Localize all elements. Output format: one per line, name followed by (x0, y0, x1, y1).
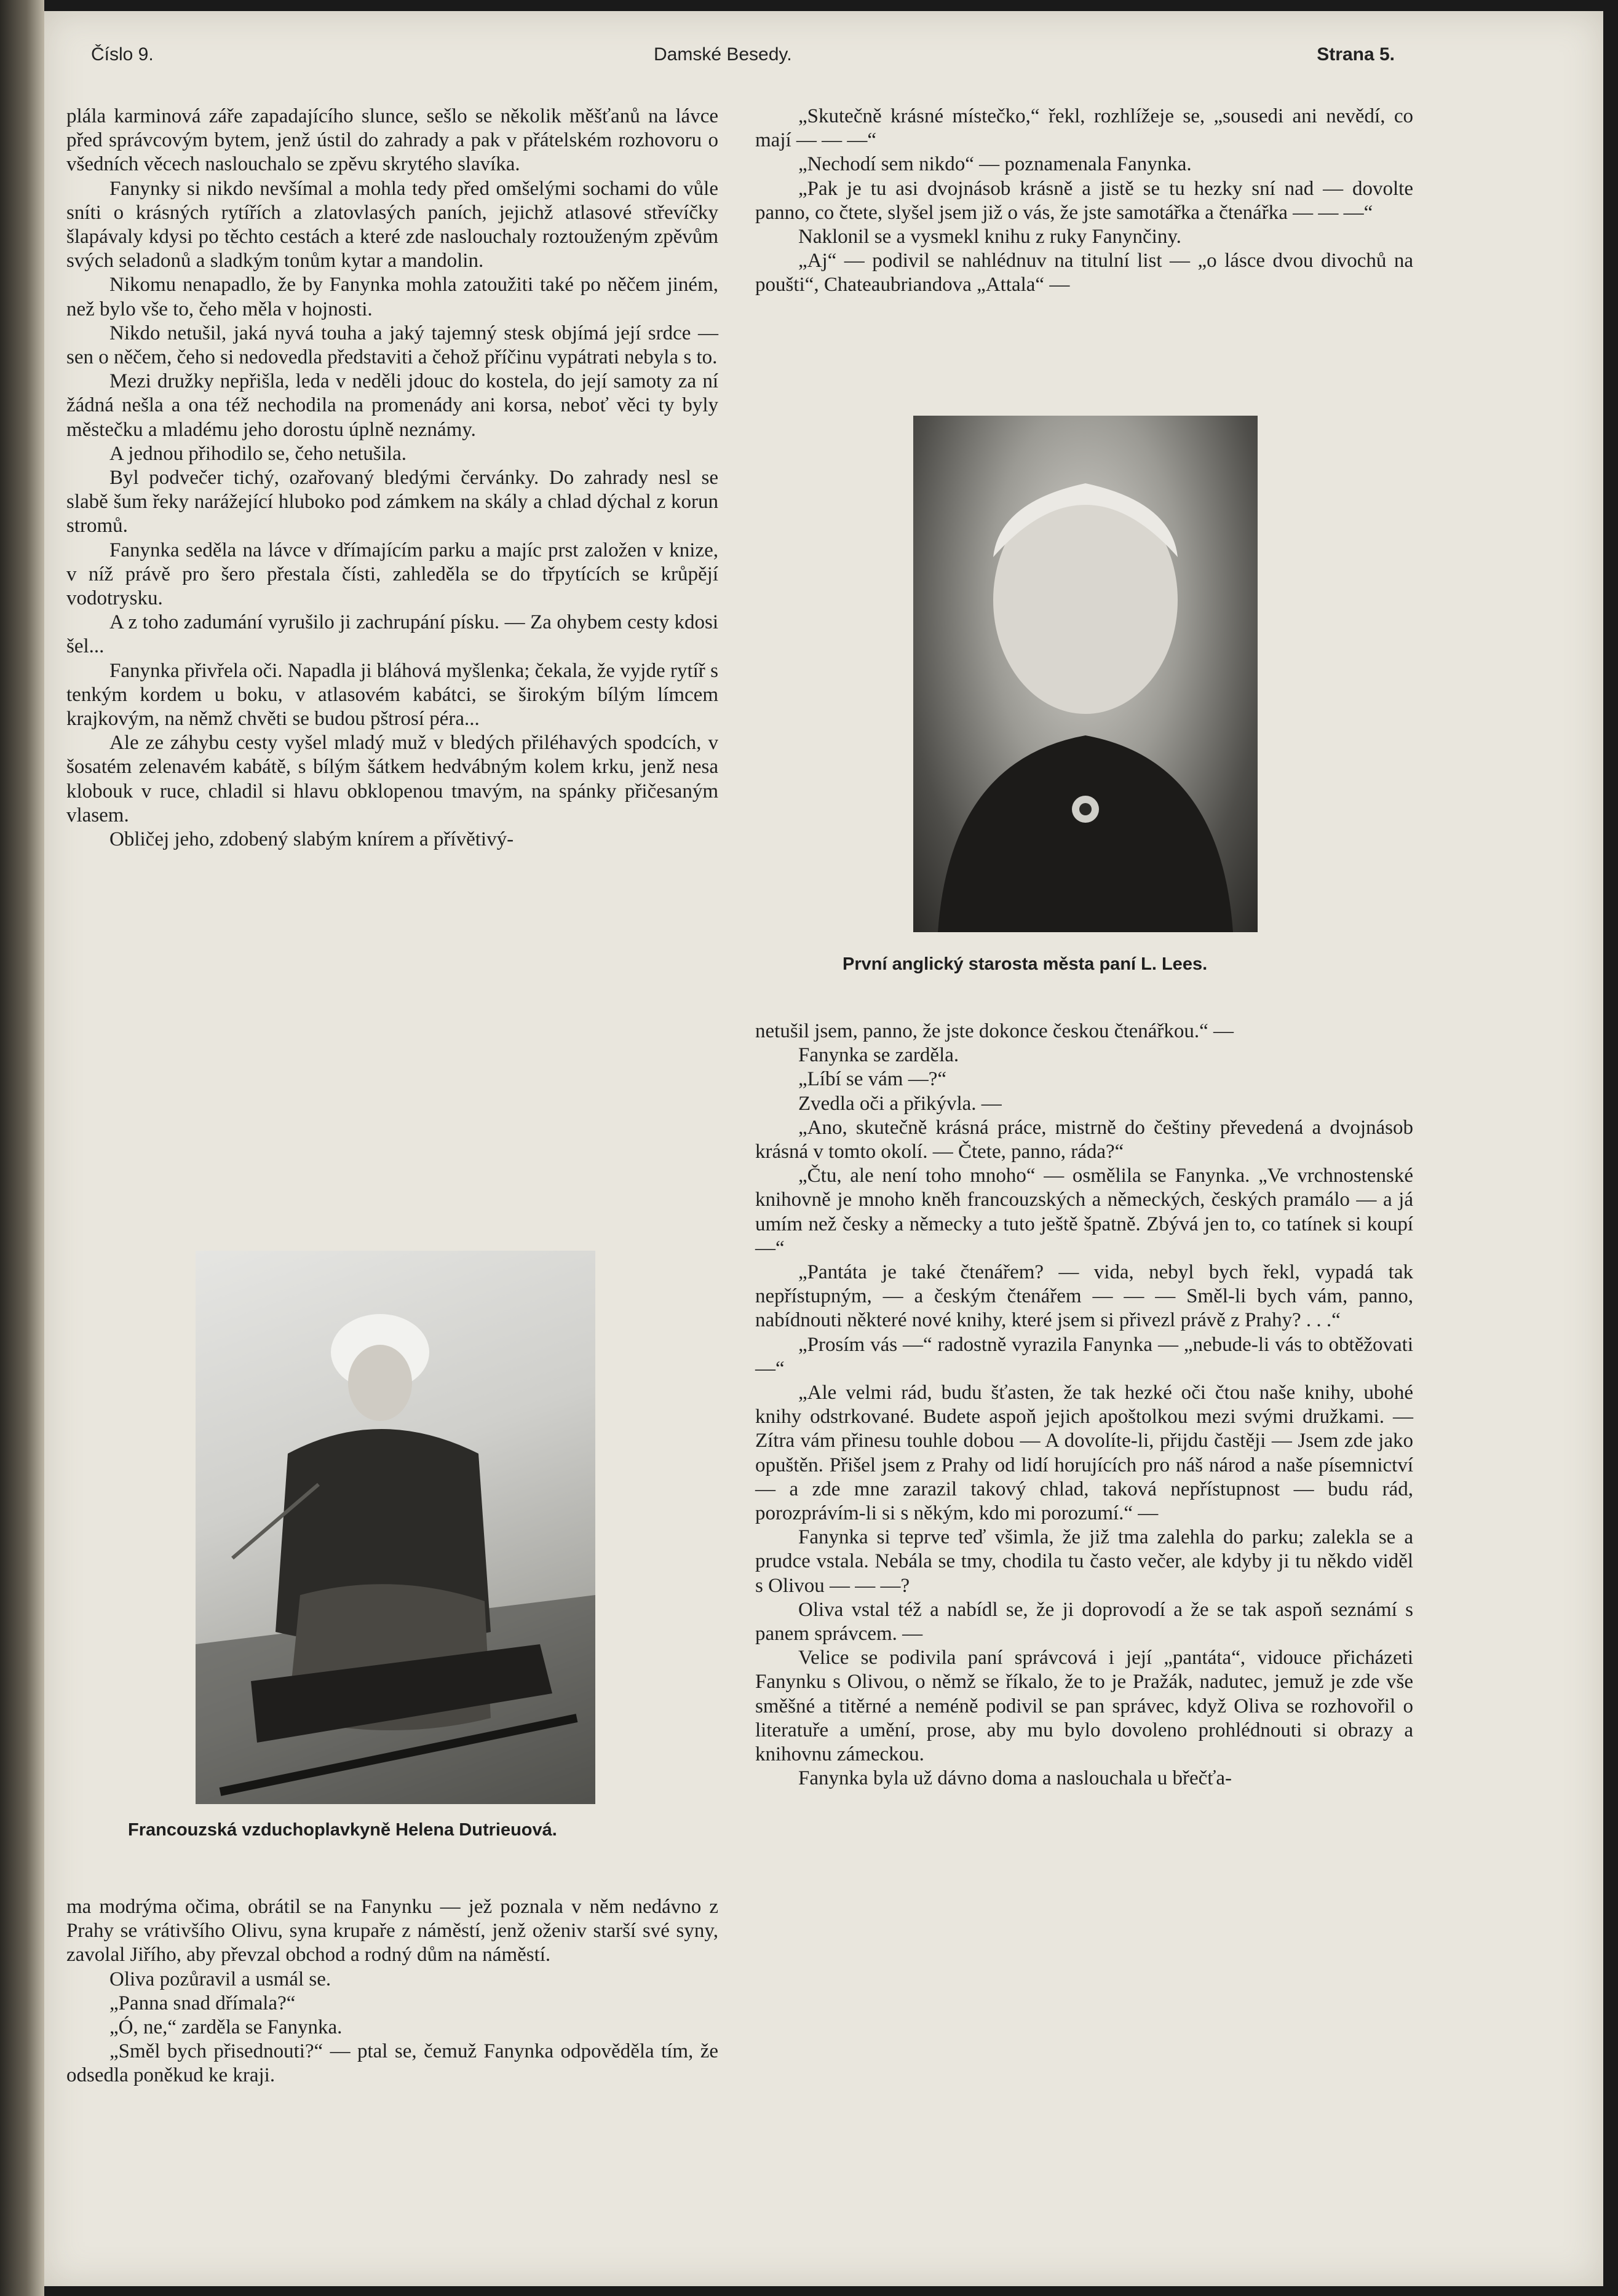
paragraph: „Ó, ne,“ zarděla se Fanynka. (109, 2016, 343, 2039)
aviator-photo-caption: Francouzská vzduchoplavkyně Helena Dutrieuová. (128, 1820, 557, 1840)
paragraph: „Aj“ — podivil se nahlédnuv na titulní list — „o lásce dvou divochů na poušti“, Chateaubriandova „Attala“ — (755, 250, 1413, 296)
magazine-title: Damské Besedy. (654, 44, 792, 65)
paragraph: „Prosím vás —“ radostně vyrazila Fanynka — „nebude-li vás to obtěžovati —“ (755, 1333, 1413, 1380)
paragraph: „Ale velmi rád, budu šťasten, že tak hezké oči čtou naše knihy, ubohé knihy odstrkované. Budete aspoň jejich apoštolkou mezi svými družkami. — Zítra vám přinesu touhle dobou — A dovolíte-li, přijdu častěji — Jsem zde jako opuštěn. Přišel jsem z Prahy od lidí horujících pro náš národ a naše písemnictví — a zde mne zarazil takový chlad, taková nepřístupnost — budu rád, porozprávím-li si s někým, kdo mi porozumí.“ — (755, 1382, 1413, 1525)
paragraph: Byl podvečer tichý, ozařovaný bledými červánky. Do zahrady nesl se slabě šum řeky narážející hluboko pod zámkem na skály a chlad dýchal z korun stromů. (66, 467, 718, 537)
paragraph: Fanynka seděla na lávce v dřímajícím parku a majíc prst založen v knize, v níž právě pro šero přestala čísti, zahleděla se do třpytících se krůpějí vodotrysku. (66, 539, 718, 610)
paragraph: „Skutečně krásné místečko,“ řekl, rozhlížeje se, „sousedi ani nevědí, co mají — — —“ (755, 105, 1413, 152)
paragraph: ma modrýma očima, obrátil se na Fanynku — jež poznala v něm nedávno z Prahy se vrátivšího Olivu, syna krupaře z náměstí, jenž oženiv starší své syny, zavolal Jiřího, aby převzal obchod a rodný dům na náměstí. (66, 1896, 718, 1966)
page-spine-shadow (0, 0, 44, 2296)
paragraph: Zvedla oči a přikývla. — (798, 1092, 1002, 1115)
paragraph: A jednou přihodilo se, čeho netušila. (109, 442, 406, 465)
paragraph: Oliva vstal též a nabídl se, že ji doprovodí a že se tak aspoň seznámí s panem správcem. — (755, 1598, 1413, 1645)
mayor-photo-caption: První anglický starosta města paní L. Lees. (843, 954, 1208, 974)
right-column-bottom (755, 1019, 1413, 1791)
paragraph: netušil jsem, panno, že jste dokonce českou čtenářkou.“ — (755, 1020, 1234, 1042)
paragraph: Obličej jeho, zdobený slabým knírem a přívětivý- (109, 828, 514, 851)
paragraph: „Panna snad dřímala?“ (109, 1992, 296, 2014)
aviator-photo (196, 1251, 595, 1804)
aviator-illustration (196, 1251, 595, 1804)
paragraph: Fanynka přivřela oči. Napadla ji bláhová myšlenka; čekala, že vyjde rytíř s tenkým kordem u boku, v atlasovém kabátci, se širokým bílým límcem krajkovým, na němž chvěti se budou pštrosí péra... (66, 659, 718, 730)
paragraph: Fanynky si nikdo nevšímal a mohla tedy před omšelými sochami do vůle sníti o krásných rytířích a zlatovlasých paních, jejichž atlasové střevíčky šlapávaly kdysi po těchto cestách a které zde naslouchaly roztouženým zpěvům svých seladonů a sladkým tonům kytar a mandolin. (66, 177, 718, 272)
mayor-portrait-photo (913, 416, 1258, 932)
left-column-top (66, 105, 718, 852)
paragraph: „Líbí se vám —?“ (798, 1068, 946, 1091)
paragraph: Naklonil se a vysmekl knihu z ruky Fanynčiny. (798, 226, 1181, 248)
paragraph: „Čtu, ale není toho mnoho“ — osmělila se Fanynka. „Ve vrchnostenské knihovně je mnoho kněh francouzských a německých, českých pramálo — a já umím než česky a německy a tuto ještě špatně. Zbývá jen to, co tatínek si koupí —“ (755, 1165, 1413, 1259)
paragraph: „Pak je tu asi dvojnásob krásně a jistě se tu hezky sní nad — dovolte panno, co čtete, slyšel jsem již o vás, že jste samotářka a čtenářka — — —“ (755, 177, 1413, 224)
paragraph: Velice se podivila paní správcová i její „pantáta“, vidouce přicházeti Fanynku s Olivou, o němž se říkalo, že to je Pražák, nadutec, jemuž je zde vše směšné a titěrné a neméně podivil se pan správec, když Oliva se rozhovořil o literatuře a umění, prose, aby mu bylo dovoleno prohlédnouti si obrazy a knihovnu zámeckou. (755, 1647, 1413, 1766)
paragraph: „Pantáta je také čtenářem? — vida, nebyl bych řekl, vypadá tak nepřístupným, — a českým čtenářem — — — Směl-li bych vám, panno, nabídnouti některé nové knihy, které jsem si přivezl právě z Prahy? . . .“ (755, 1261, 1413, 1332)
page-header (91, 44, 1395, 75)
paragraph: Fanynka byla už dávno doma a naslouchala u břečťa- (798, 1767, 1232, 1790)
paragraph: „Nechodí sem nikdo“ — poznamenala Fanynka. (798, 153, 1192, 176)
paragraph: Fanynka si teprve teď všimla, že již tma zalehla do parku; zalekla se a prudce vstala. Nebála se tmy, chodila tu často večer, ale kdyby ji tu někdo viděl s Olivou — — —? (755, 1526, 1413, 1597)
right-column-top (755, 105, 1413, 298)
paragraph: Fanynka se zarděla. (798, 1044, 959, 1067)
mayor-portrait-illustration (913, 416, 1258, 932)
paragraph: Nikomu nenapadlo, že by Fanynka mohla zatoužiti také po něčem jiném, než bylo vše to, čeho měla v hojnosti. (66, 274, 718, 320)
page-number: Strana 5. (1317, 44, 1395, 65)
issue-number: Číslo 9. (91, 44, 154, 65)
paragraph: A z toho zadumání vyrušilo ji zachrupání písku. — Za ohybem cesty kdosi šel... (66, 611, 718, 658)
paragraph: „Směl bych přisednouti?“ — ptal se, čemuž Fanynka odpověděla tím, že odsedla poněkud ke kraji. (66, 2040, 718, 2087)
paragraph: Ale ze záhybu cesty vyšel mladý muž v bledých přiléhavých spodcích, v šosatém zelenavém kabátě, s bílým šátkem hedvábným kolem krku, jenž nesa klobouk v ruce, chladil si hlavu obklopenou tmavým, na spánky přičesaným vlasem. (66, 732, 718, 826)
paragraph: Mezi družky nepřišla, leda v neděli jdouc do kostela, do její samoty za ní žádná nešla a ona též nechodila na promenády ani korsa, neboť věci ty byly městečku a mladému jeho dorostu úplně neznámy. (66, 370, 718, 441)
paragraph: „Ano, skutečně krásná práce, mistrně do češtiny převedená a dvojnásob krásná v tomto okolí. — Čtete, panno, ráda?“ (755, 1116, 1413, 1163)
paragraph: Oliva pozůravil a usmál se. (109, 1968, 331, 1990)
left-column-bottom (66, 1895, 718, 2088)
paragraph: plála karminová záře zapadajícího slunce, sešlo se několik měšťanů na lávce před správcovým bytem, jenž ústil do zahrady a pak v přátelském rozhovoru o všedních věcech naslouchalo se zpěvu skrytého slavíka. (66, 105, 718, 176)
paragraph: Nikdo netušil, jaká nyvá touha a jaký tajemný stesk objímá její srdce — sen o něčem, čeho si nedovedla představiti a čehož příčinu vypátrati nebyla s to. (66, 322, 718, 369)
